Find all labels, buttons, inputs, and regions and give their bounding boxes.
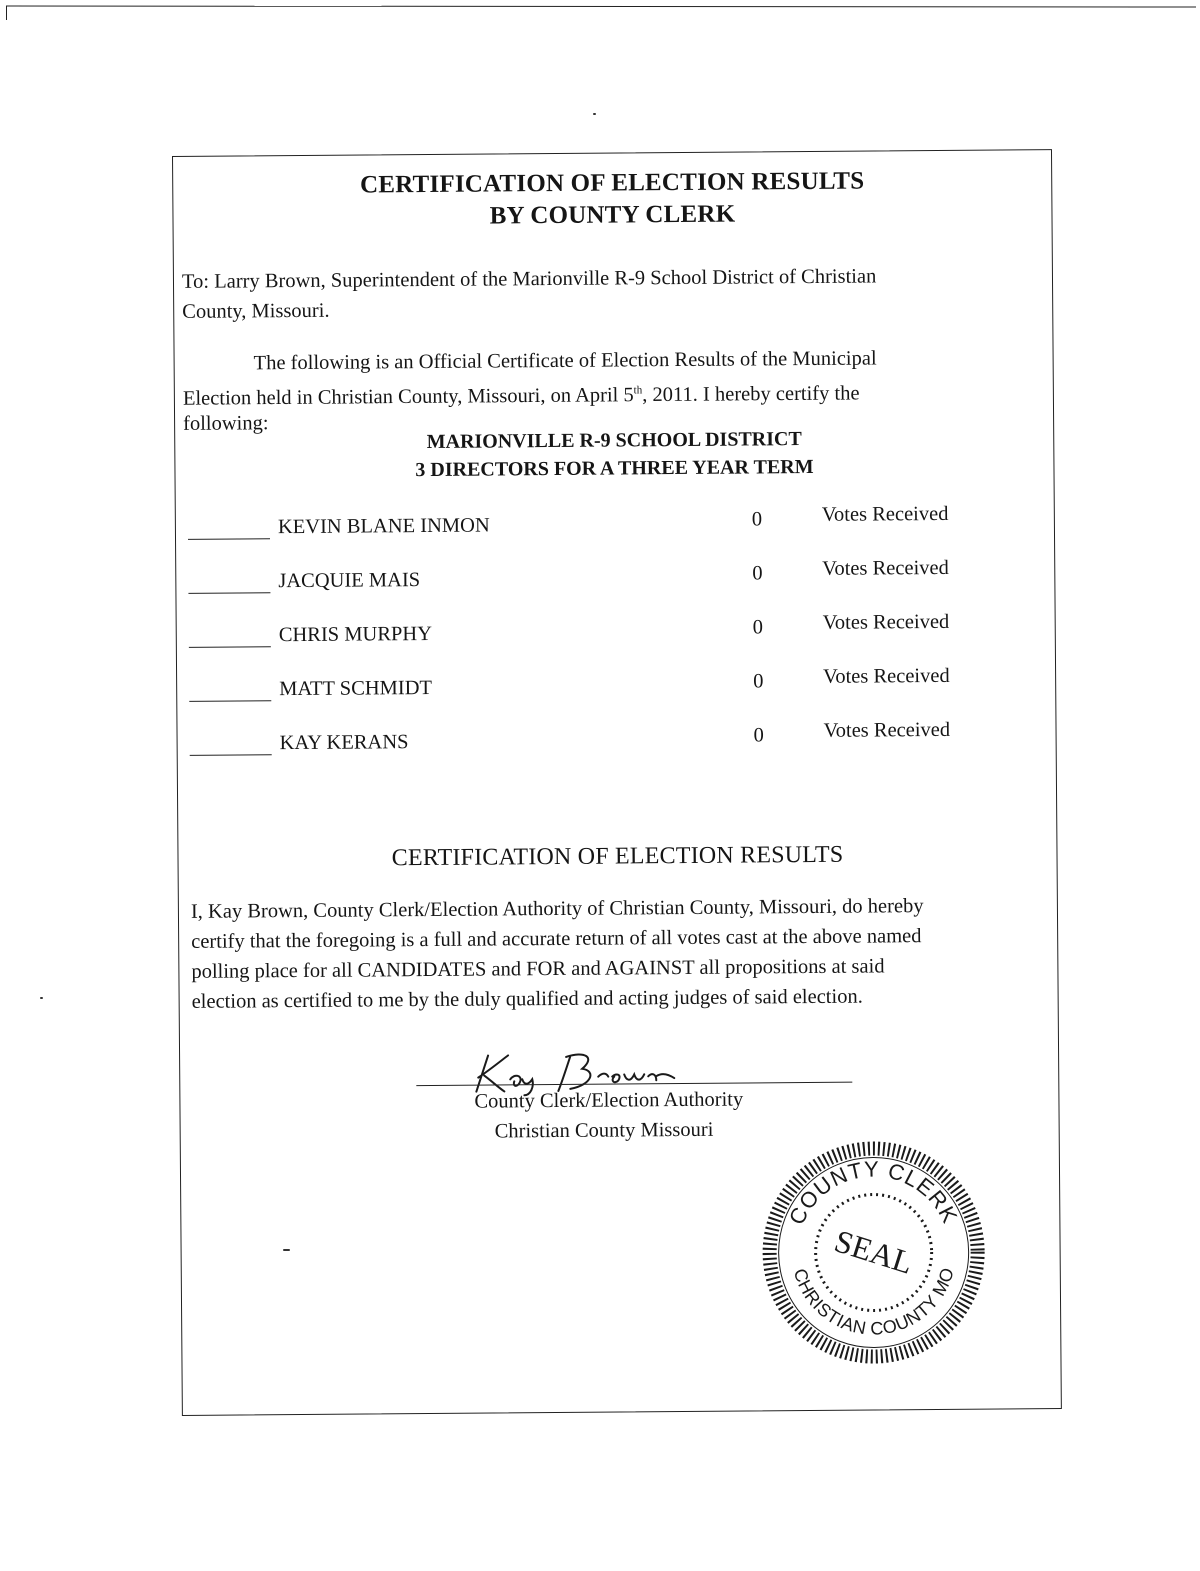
candidate-name: JACQUIE MAIS: [278, 569, 421, 593]
votes-received-label: Votes Received: [822, 610, 950, 634]
intro-text: Election held in Christian County, Missouri, on April 5: [182, 384, 634, 410]
vote-blank-line: [190, 754, 272, 756]
votes-received-label: Votes Received: [823, 664, 950, 688]
certification-heading: CERTIFICATION OF ELECTION RESULTS: [391, 841, 844, 872]
page-corner-mark: [6, 6, 7, 20]
candidate-row: [189, 610, 989, 655]
seal-top-text: COUNTY CLERK: [783, 1156, 963, 1229]
candidate-row: [189, 664, 989, 709]
document-title: CERTIFICATION OF ELECTION RESULTS: [360, 167, 865, 199]
candidate-name: KEVIN BLANE INMON: [277, 514, 490, 539]
votes-received-label: Votes Received: [823, 718, 951, 742]
vote-count: 0: [752, 616, 764, 639]
vote-count: 0: [753, 724, 764, 747]
addressee-line: To: Larry Brown, Superintendent of the Marionville R-9 School District of Christian: [181, 265, 877, 293]
term-heading: 3 DIRECTORS FOR A THREE YEAR TERM: [415, 455, 814, 482]
signature-county: Christian County Missouri: [494, 1118, 714, 1143]
vote-count: 0: [753, 670, 764, 693]
page-top-rule: [6, 5, 1196, 7]
candidate-row: [190, 718, 990, 763]
addressee-line: County, Missouri.: [182, 299, 330, 323]
signature-title: County Clerk/Election Authority: [474, 1088, 744, 1113]
candidate-name: CHRIS MURPHY: [278, 622, 433, 647]
certification-paragraph-line: polling place for all CANDIDATES and FOR and AGAINST all propositions at said: [191, 955, 885, 983]
certificate-sheet: [172, 149, 1062, 1416]
intro-paragraph-line: following:: [183, 412, 269, 435]
candidate-row: [188, 556, 988, 601]
seal-bottom-text: CHRISTIAN COUNTY MO: [789, 1264, 958, 1339]
intro-paragraph-line: [183, 374, 860, 415]
vote-blank-line: [189, 700, 271, 702]
vote-blank-line: [188, 538, 270, 540]
scan-speck: [593, 113, 596, 115]
vote-blank-line: [188, 592, 270, 594]
certification-paragraph-line: certify that the foregoing is a full and accurate return of all votes cast at the above named: [191, 925, 922, 953]
document-title-line2: BY COUNTY CLERK: [489, 200, 736, 230]
candidate-row: [188, 502, 988, 547]
intro-text: , 2011. I hereby certify the: [642, 382, 860, 407]
certification-paragraph-line: election as certified to me by the duly qualified and acting judges of said election.: [191, 985, 863, 1013]
county-clerk-seal: [759, 1138, 989, 1368]
intro-paragraph-line: The following is an Official Certificate of Election Results of the Municipal: [253, 347, 877, 375]
votes-received-label: Votes Received: [822, 556, 949, 580]
seal-center-text: SEAL: [830, 1222, 918, 1281]
certification-paragraph-line: I, Kay Brown, County Clerk/Election Authority of Christian County, Missouri, do hereby: [190, 895, 924, 923]
ordinal-suffix: th: [633, 384, 643, 397]
vote-blank-line: [189, 646, 271, 648]
district-heading: MARIONVILLE R-9 SCHOOL DISTRICT: [426, 428, 802, 454]
scan-speck: [40, 997, 43, 999]
vote-count: 0: [752, 562, 763, 585]
candidate-name: KAY KERANS: [279, 731, 409, 755]
candidate-name: MATT SCHMIDT: [279, 676, 433, 701]
vote-count: 0: [751, 508, 763, 531]
votes-received-label: Votes Received: [821, 502, 949, 526]
